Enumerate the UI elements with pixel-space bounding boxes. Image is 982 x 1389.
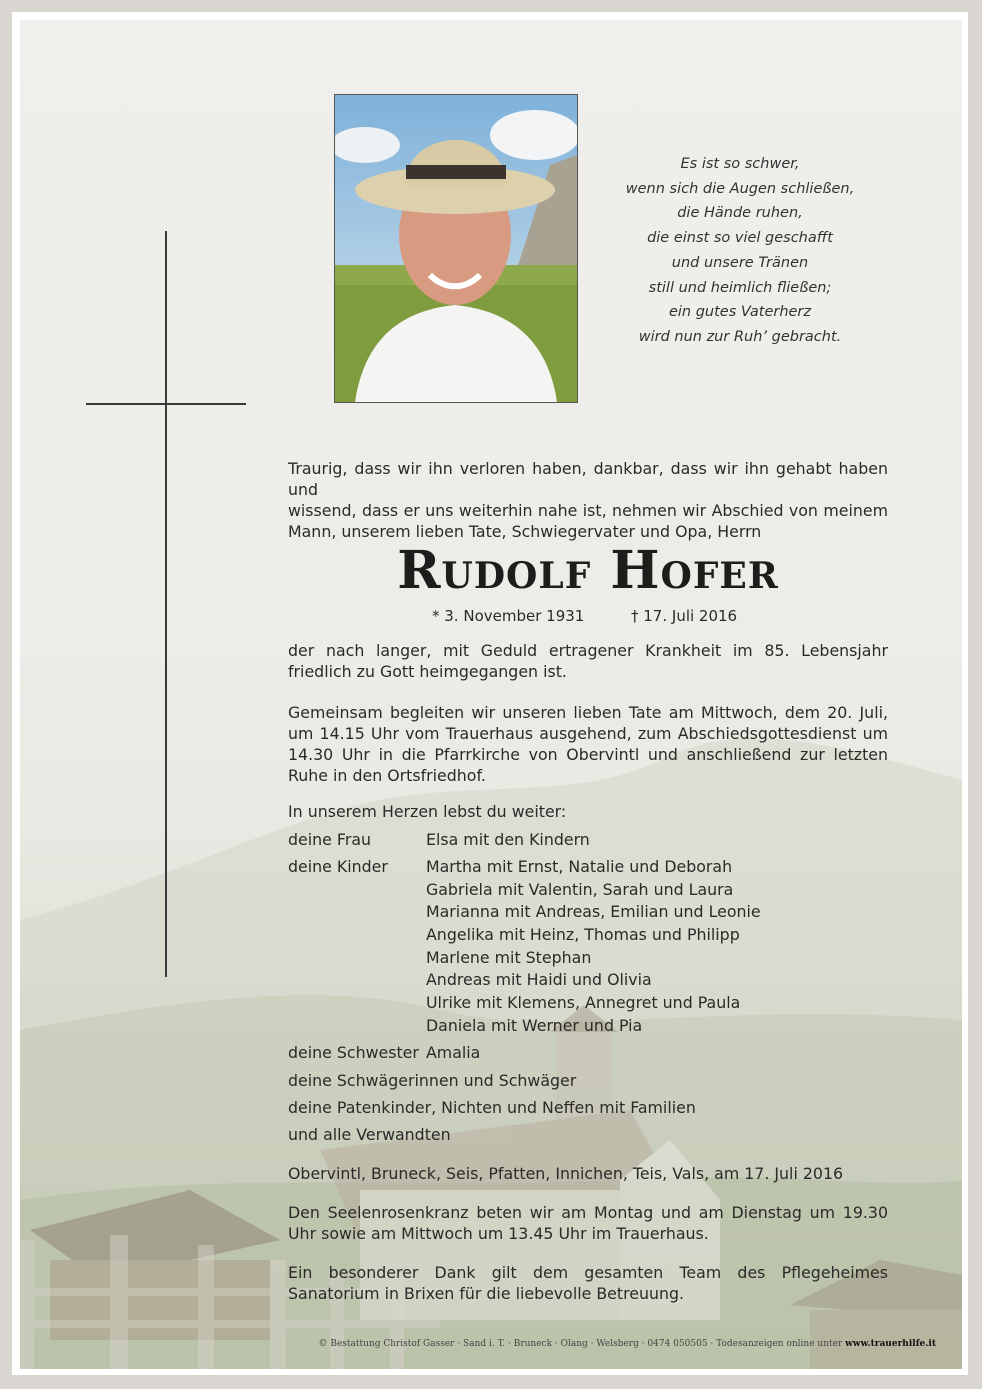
poem bbox=[620, 152, 860, 350]
child-entry: Daniela mit Werner und Pia bbox=[426, 1015, 643, 1035]
poem-line: wenn sich die Augen schließen, bbox=[625, 180, 855, 197]
children-label: deine Kinder bbox=[288, 857, 388, 876]
poem-line: Es ist so schwer, bbox=[680, 156, 800, 172]
portrait-photo bbox=[334, 94, 578, 403]
footer-credits bbox=[288, 1339, 936, 1349]
sister-label: deine Schwester bbox=[288, 1043, 419, 1062]
intro-line: wissend, dass er uns weiterhin nahe ist, nehmen wir Abschied von meinem bbox=[288, 501, 888, 520]
poem-line: ein gutes Vaterherz bbox=[668, 304, 812, 321]
birth-date: * 3. November 1931 bbox=[432, 607, 585, 625]
thanks-text: Ein besonderer Dank gilt dem gesamten Team des Pflegeheimes Sanatorium in Brixen für die liebevolle Betreuung. bbox=[288, 1263, 888, 1303]
footer-text: © Bestattung Christof Gasser · Sand i. T. · Bruneck · Olang · Welsberg · 0474 050505 · Todesanzeigen online unter bbox=[318, 1339, 846, 1349]
death-date: † 17. Juli 2016 bbox=[631, 607, 738, 625]
wife-value: Elsa mit den Kindern bbox=[426, 830, 590, 849]
poem-line: und unsere Tränen bbox=[671, 254, 809, 271]
poem-line: die Hände ruhen, bbox=[677, 205, 803, 222]
intro-text bbox=[288, 458, 888, 542]
child-entry: Angelika mit Heinz, Thomas und Philipp bbox=[426, 925, 740, 944]
child-entry: Ulrike mit Klemens, Annegret und Paula bbox=[426, 993, 741, 1012]
child-entry: Gabriela mit Valentin, Sarah und Laura bbox=[426, 879, 734, 899]
illness-text: der nach langer, mit Geduld ertragener Krankheit im 85. Lebensjahr friedlich zu Gott heimgegangen ist. bbox=[288, 641, 888, 681]
rosary-text: Den Seelenrosenkranz beten wir am Montag und am Dienstag um 19.30 Uhr sowie am Mittwoch um 13.45 Uhr im Trauerhaus. bbox=[288, 1203, 888, 1243]
child-entry: Martha mit Ernst, Natalie und Deborah bbox=[426, 857, 733, 876]
poem-line: wird nun zur Ruh’ gebracht. bbox=[638, 328, 842, 345]
intro-line: Traurig, dass wir ihn verloren haben, dankbar, dass wir ihn gehabt haben und bbox=[288, 459, 888, 499]
wife-label: deine Frau bbox=[288, 830, 372, 849]
cross-horizontal-bar bbox=[86, 403, 246, 405]
child-entry: Marlene mit Stephan bbox=[426, 947, 592, 967]
all-relatives-text: und alle Verwandten bbox=[288, 1125, 451, 1144]
child-entry: Marianna mit Andreas, Emilian und Leonie bbox=[426, 902, 761, 921]
deceased-name: Rudolf Hofer bbox=[397, 540, 779, 601]
poem-line: die einst so viel geschafft bbox=[647, 230, 833, 247]
funeral-text: Gemeinsam begleiten wir unseren lieben Tate am Mittwoch, dem 20. Juli, um 14.15 Uhr vom Trauerhaus ausgehend, zum Abschiedsgottesdienst um 14.30 Uhr in die Pfarrkirche von Obervintl und anschließend zur letzten Ruhe in den Ortsfriedhof. bbox=[288, 703, 888, 785]
intro-line: Mann, unserem lieben Tate, Schwiegervater und Opa, Herrn bbox=[288, 522, 762, 541]
sister-value: Amalia bbox=[426, 1043, 481, 1062]
place-date: Obervintl, Bruneck, Seis, Pfatten, Innichen, Teis, Vals, am 17. Juli 2016 bbox=[288, 1164, 844, 1183]
child-entry: Andreas mit Haidi und Olivia bbox=[426, 970, 652, 989]
godchildren-text: deine Patenkinder, Nichten und Neffen mit Familien bbox=[288, 1098, 696, 1117]
poem-line: still und heimlich fließen; bbox=[648, 279, 832, 296]
footer-link[interactable]: www.trauerhilfe.it bbox=[845, 1339, 936, 1349]
heart-text: In unserem Herzen lebst du weiter: bbox=[288, 802, 567, 821]
cross-vertical-bar bbox=[165, 231, 167, 977]
inlaws-text: deine Schwägerinnen und Schwäger bbox=[288, 1071, 577, 1090]
obituary-card bbox=[20, 20, 962, 1369]
